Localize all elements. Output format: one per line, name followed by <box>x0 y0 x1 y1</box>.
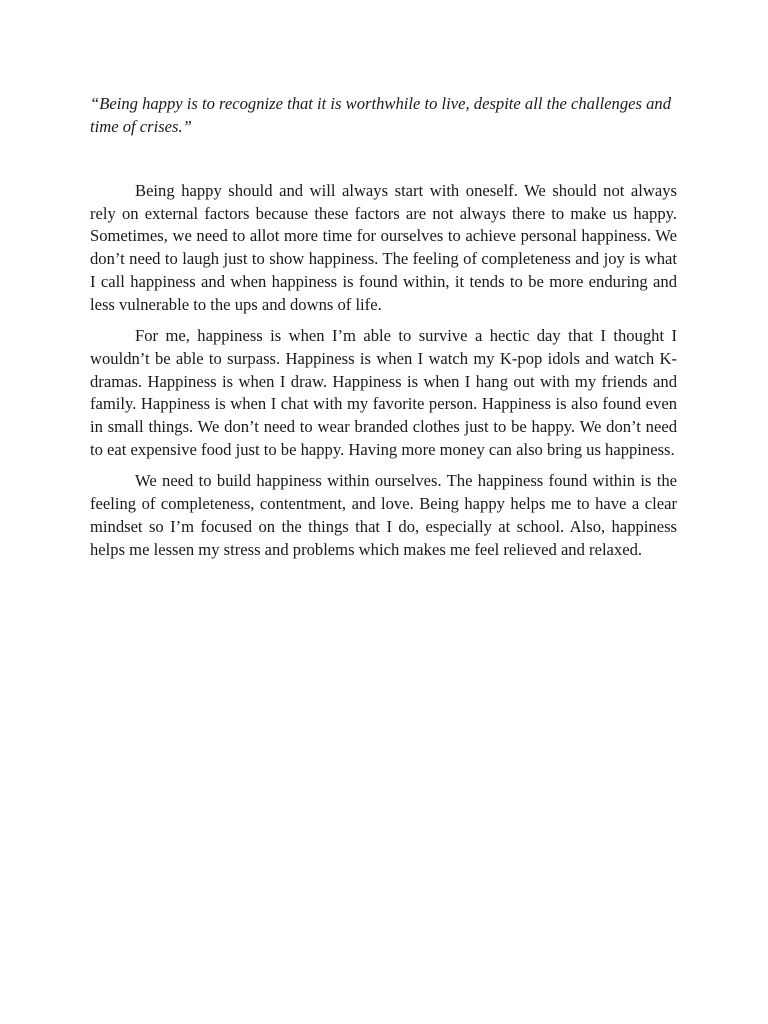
essay-body <box>90 180 677 561</box>
paragraph-3: We need to build happiness within ourselves. The happiness found within is the feeling of completeness, contentment, and love. Being happy helps me to have a clear mindset so I’m focused on the things that I do, especially at school. Also, happiness helps me lessen my stress and problems which makes me feel relieved and relaxed. <box>90 471 677 559</box>
paragraph-1: Being happy should and will always start with oneself. We should not always rely on external factors because these factors are not always there to make us happy. Sometimes, we need to allot more time for ourselves to achieve personal happiness. We don’t need to laugh just to show happiness. The feeling of completeness and joy is what I call happiness and when happiness is found within, it tends to be more enduring and less vulnerable to the ups and downs of life. <box>90 181 677 314</box>
paragraph-2: For me, happiness is when I’m able to survive a hectic day that I thought I wouldn’t be able to surpass. Happiness is when I watch my K-pop idols and watch K-dramas. Happiness is when I draw. Happiness is when I hang out with my friends and family. Happiness is when I chat with my favorite person. Happiness is also found even in small things. We don’t need to wear branded clothes just to be happy. We don’t need to eat expensive food just to be happy. Having more money can also bring us happiness. <box>90 326 677 459</box>
epigraph-quote: “Being happy is to recognize that it is worthwhile to live, despite all the challenges and time of crises.” <box>90 94 672 136</box>
document-page <box>90 92 677 570</box>
